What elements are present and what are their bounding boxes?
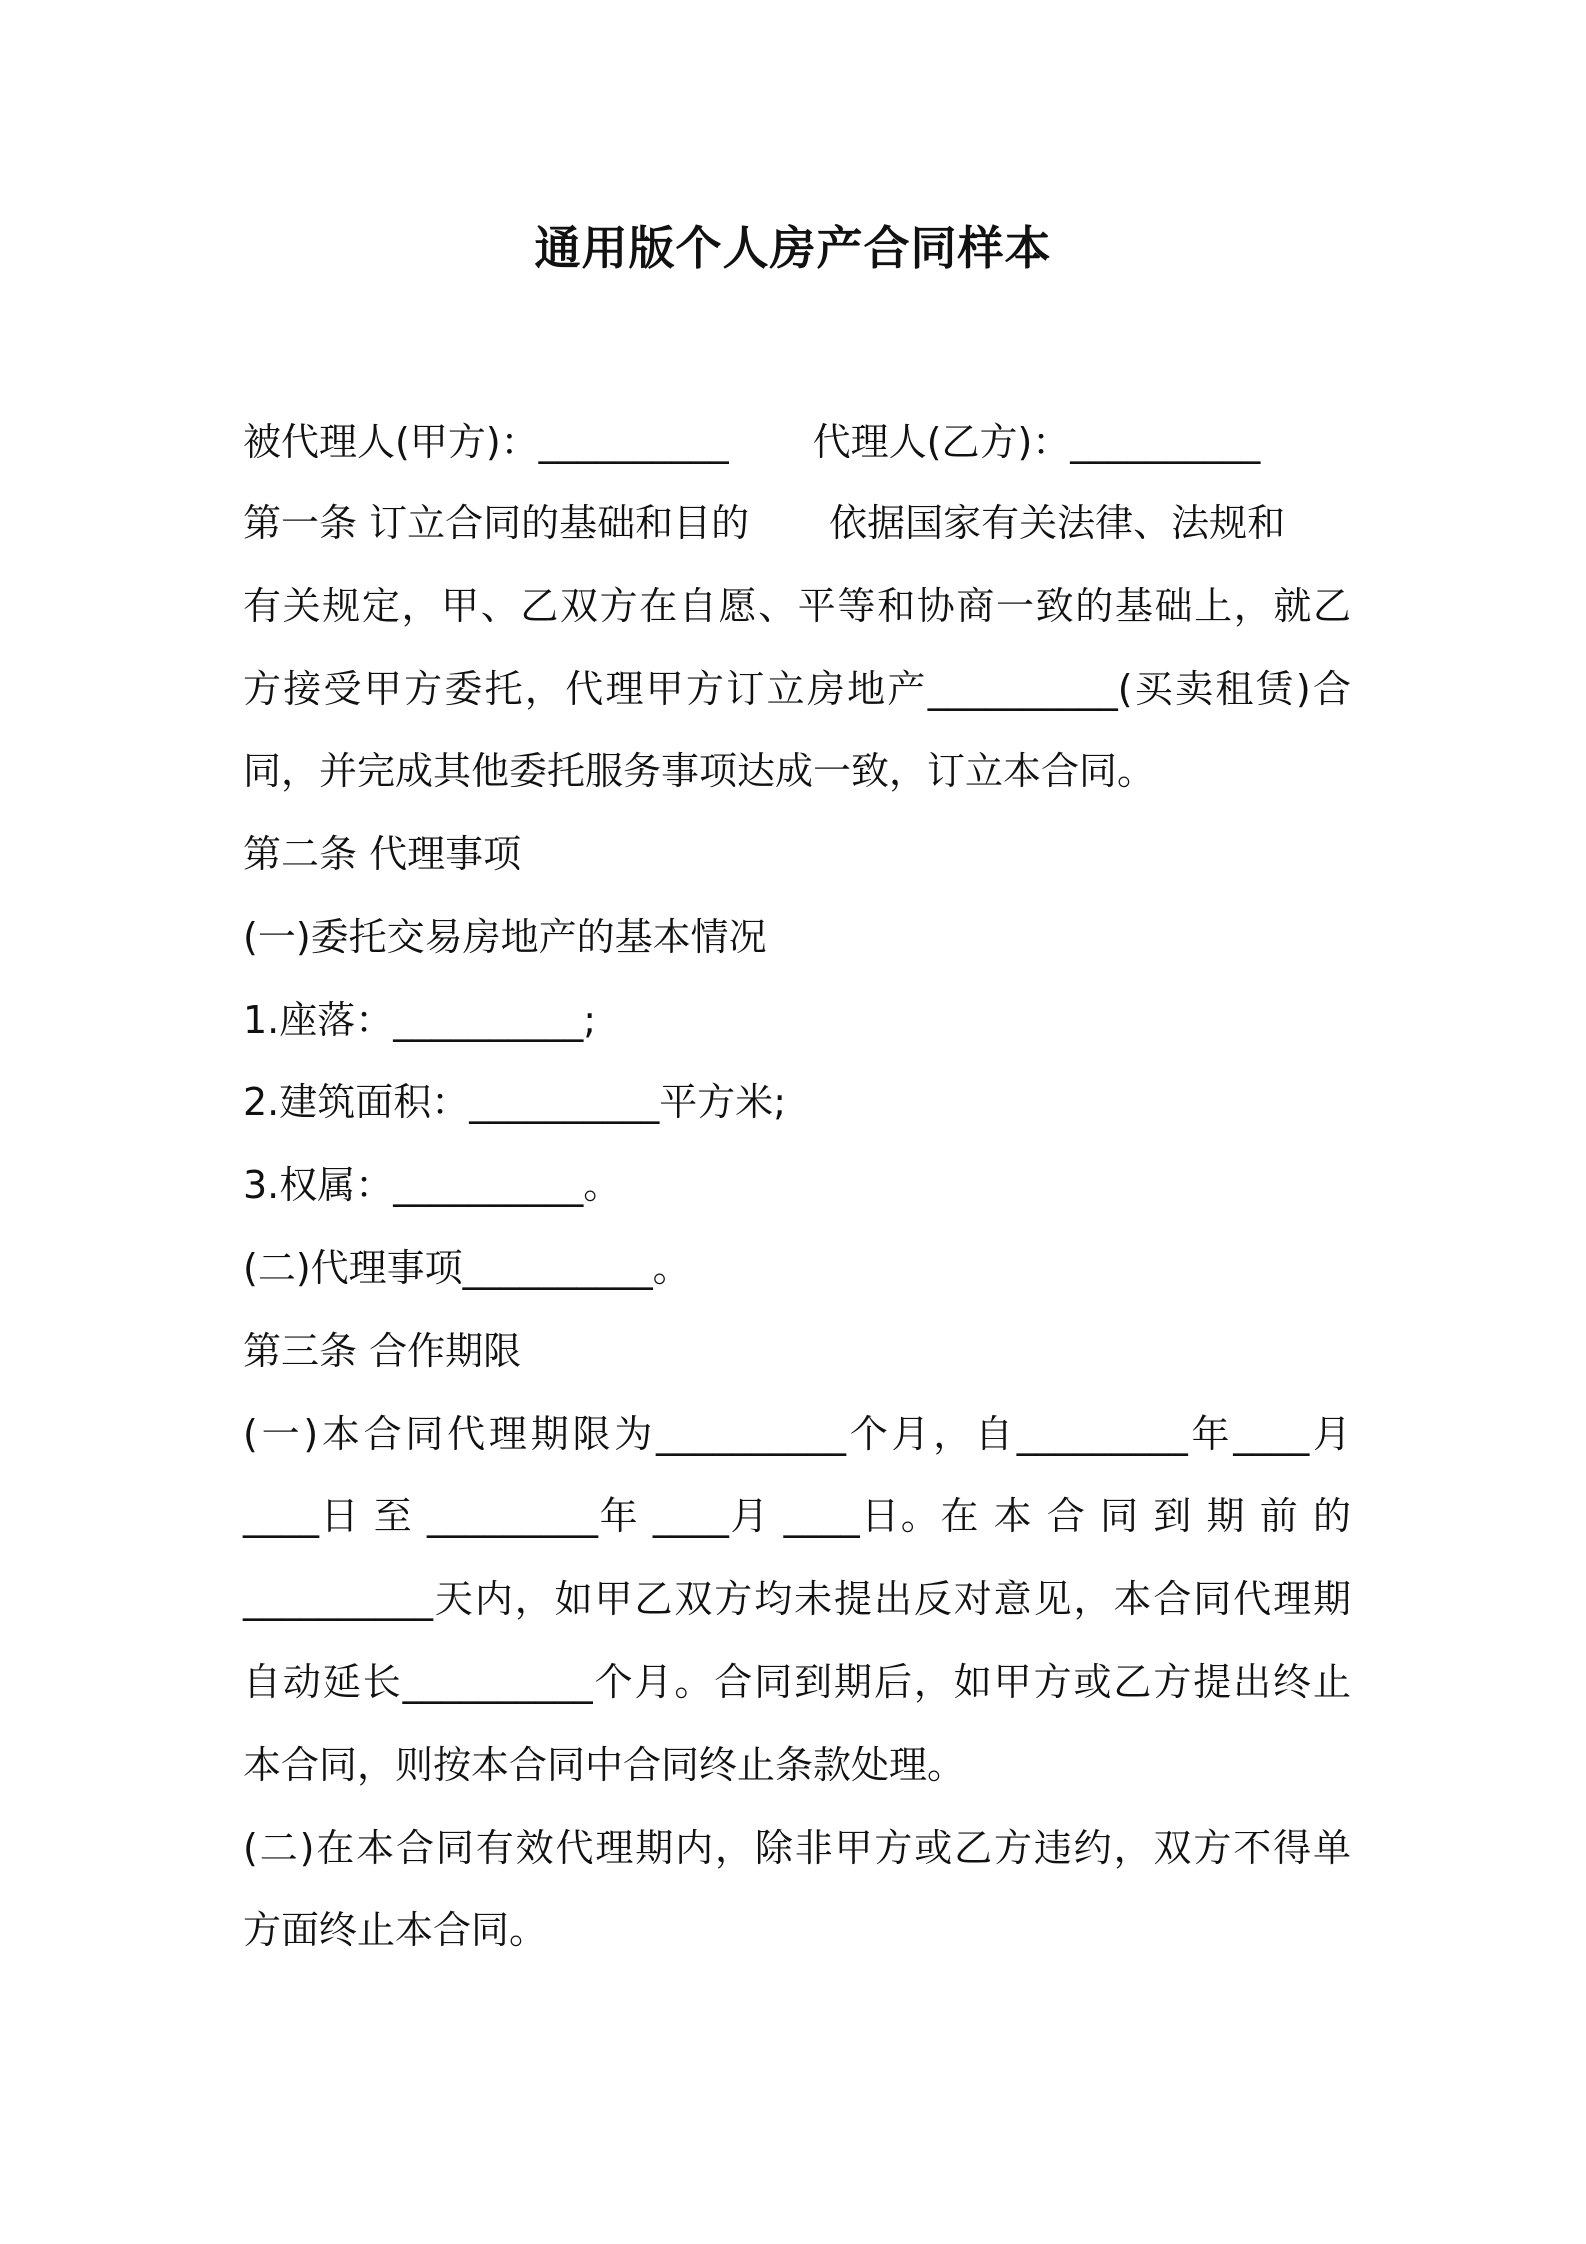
article1-line2: 有关规定，甲、乙双方在自愿、平等和协商一致的基础上，就乙 <box>243 584 1351 628</box>
article1-line3: 方接受甲方委托，代理甲方订立房地产__________(买卖租赁)合 <box>243 667 1351 711</box>
article2-item2: 2.建筑面积：__________平方米; <box>243 1080 787 1124</box>
article3-p1-line1: (一)本合同代理期限为__________个月，自_________年____月 <box>243 1412 1351 1456</box>
article2-heading: 第二条 代理事项 <box>243 832 522 876</box>
principal-field: 被代理人(甲方)：__________ <box>243 420 729 464</box>
article3-p1-line5: 本合同，则按本合同中合同终止条款处理。 <box>243 1743 966 1787</box>
article3-p1-line3: __________天内，如甲乙双方均未提出反对意见，本合同代理期 <box>243 1577 1351 1621</box>
agent-field: 代理人(乙方)：__________ <box>812 420 1261 464</box>
article2-sub1: (一)委托交易房地产的基本情况 <box>243 915 767 959</box>
article3-p1-line2: ____日 至 _________年 ____月 ____日。在 本 合 同 到 期 前 的 <box>243 1494 1351 1538</box>
article3-p2-line2: 方面终止本合同。 <box>243 1908 548 1952</box>
parties-line <box>243 416 1260 468</box>
article1-text: 依据国家有关法律、法规和 <box>829 501 1286 545</box>
article1-heading: 第一条 订立合同的基础和目的 <box>243 501 750 545</box>
article3-p1-line4: 自动延长__________个月。合同到期后，如甲方或乙方提出终止 <box>243 1660 1351 1704</box>
article2-item3: 3.权属：__________。 <box>243 1163 622 1207</box>
article1-line4: 同，并完成其他委托服务事项达成一致，订立本合同。 <box>243 749 1156 793</box>
document-title: 通用版个人房产合同样本 <box>534 221 1052 275</box>
article2-item1: 1.座落：__________; <box>243 998 597 1042</box>
article1-line1 <box>243 497 1285 549</box>
article3-p2-line1: (二)在本合同有效代理期内，除非甲方或乙方违约，双方不得单 <box>243 1826 1351 1870</box>
article3-heading: 第三条 合作期限 <box>243 1329 522 1373</box>
article2-sub2: (二)代理事项__________。 <box>243 1246 691 1290</box>
